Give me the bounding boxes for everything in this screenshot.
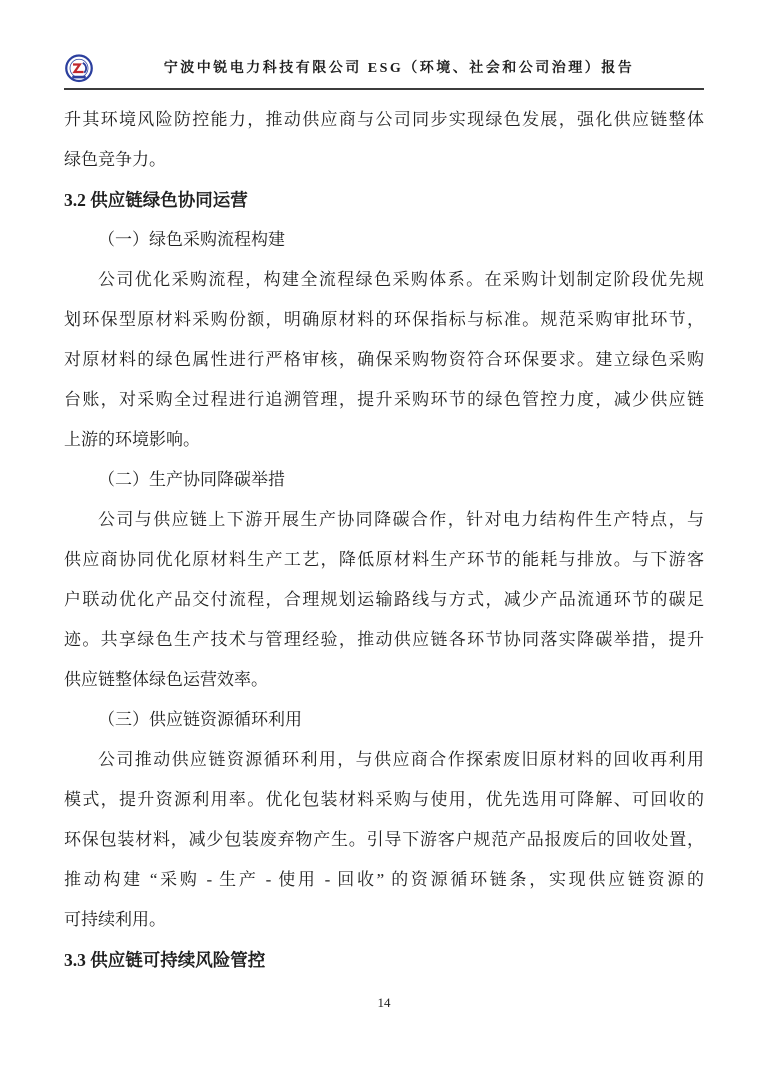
body-line: 供应商协同优化原材料生产工艺，降低原材料生产环节的能耗与排放。与下游客 [64, 550, 704, 569]
section-heading-3-2: 3.2 供应链绿色协同运营 [64, 190, 248, 210]
body-line: 公司与供应链上下游开展生产协同降碳合作，针对电力结构件生产特点，与 [98, 510, 704, 529]
body-line: 划环保型原材料采购份额，明确原材料的环保指标与标准。规范采购审批环节， [64, 310, 704, 329]
page-header [64, 52, 704, 90]
subsection-heading-1: （一）绿色采购流程构建 [98, 230, 285, 249]
subsection-heading-3: （三）供应链资源循环利用 [98, 710, 302, 729]
company-logo-icon [64, 54, 94, 84]
body-line: 迹。共享绿色生产技术与管理经验，推动供应链各环节协同落实降碳举措，提升 [64, 630, 704, 649]
subsection-heading-2: （二）生产协同降碳举措 [98, 470, 285, 489]
body-line: 公司推动供应链资源循环利用，与供应商合作探索废旧原材料的回收再利用 [98, 750, 704, 769]
body-line: 模式，提升资源利用率。优化包装材料采购与使用，优先选用可降解、可回收的 [64, 790, 704, 809]
page-footer [0, 995, 768, 1011]
body-line: 升其环境风险防控能力，推动供应商与公司同步实现绿色发展，强化供应链整体 [64, 110, 704, 129]
body-line: 户联动优化产品交付流程，合理规划运输路线与方式，减少产品流通环节的碳足 [64, 590, 704, 609]
body-line: 环保包装材料，减少包装废弃物产生。引导下游客户规范产品报废后的回收处置， [64, 830, 704, 849]
body-line: 推动构建 “采购 - 生产 - 使用 - 回收” 的资源循环链条，实现供应链资源的 [64, 870, 704, 889]
body-line: 可持续利用。 [64, 910, 166, 929]
page-number: 14 [377, 995, 391, 1010]
body-line: 台账，对采购全过程进行追溯管理，提升采购环节的绿色管控力度，减少供应链 [64, 390, 704, 409]
document-body [64, 100, 704, 980]
body-line: 绿色竞争力。 [64, 150, 166, 169]
body-line: 供应链整体绿色运营效率。 [64, 670, 268, 689]
body-line: 公司优化采购流程，构建全流程绿色采购体系。在采购计划制定阶段优先规 [98, 270, 704, 289]
header-title: 宁波中锐电力科技有限公司 ESG（环境、社会和公司治理）报告 [163, 61, 635, 76]
body-line: 对原材料的绿色属性进行严格审核，确保采购物资符合环保要求。建立绿色采购 [64, 350, 704, 369]
section-heading-3-3: 3.3 供应链可持续风险管控 [64, 950, 266, 970]
body-line: 上游的环境影响。 [64, 430, 200, 449]
